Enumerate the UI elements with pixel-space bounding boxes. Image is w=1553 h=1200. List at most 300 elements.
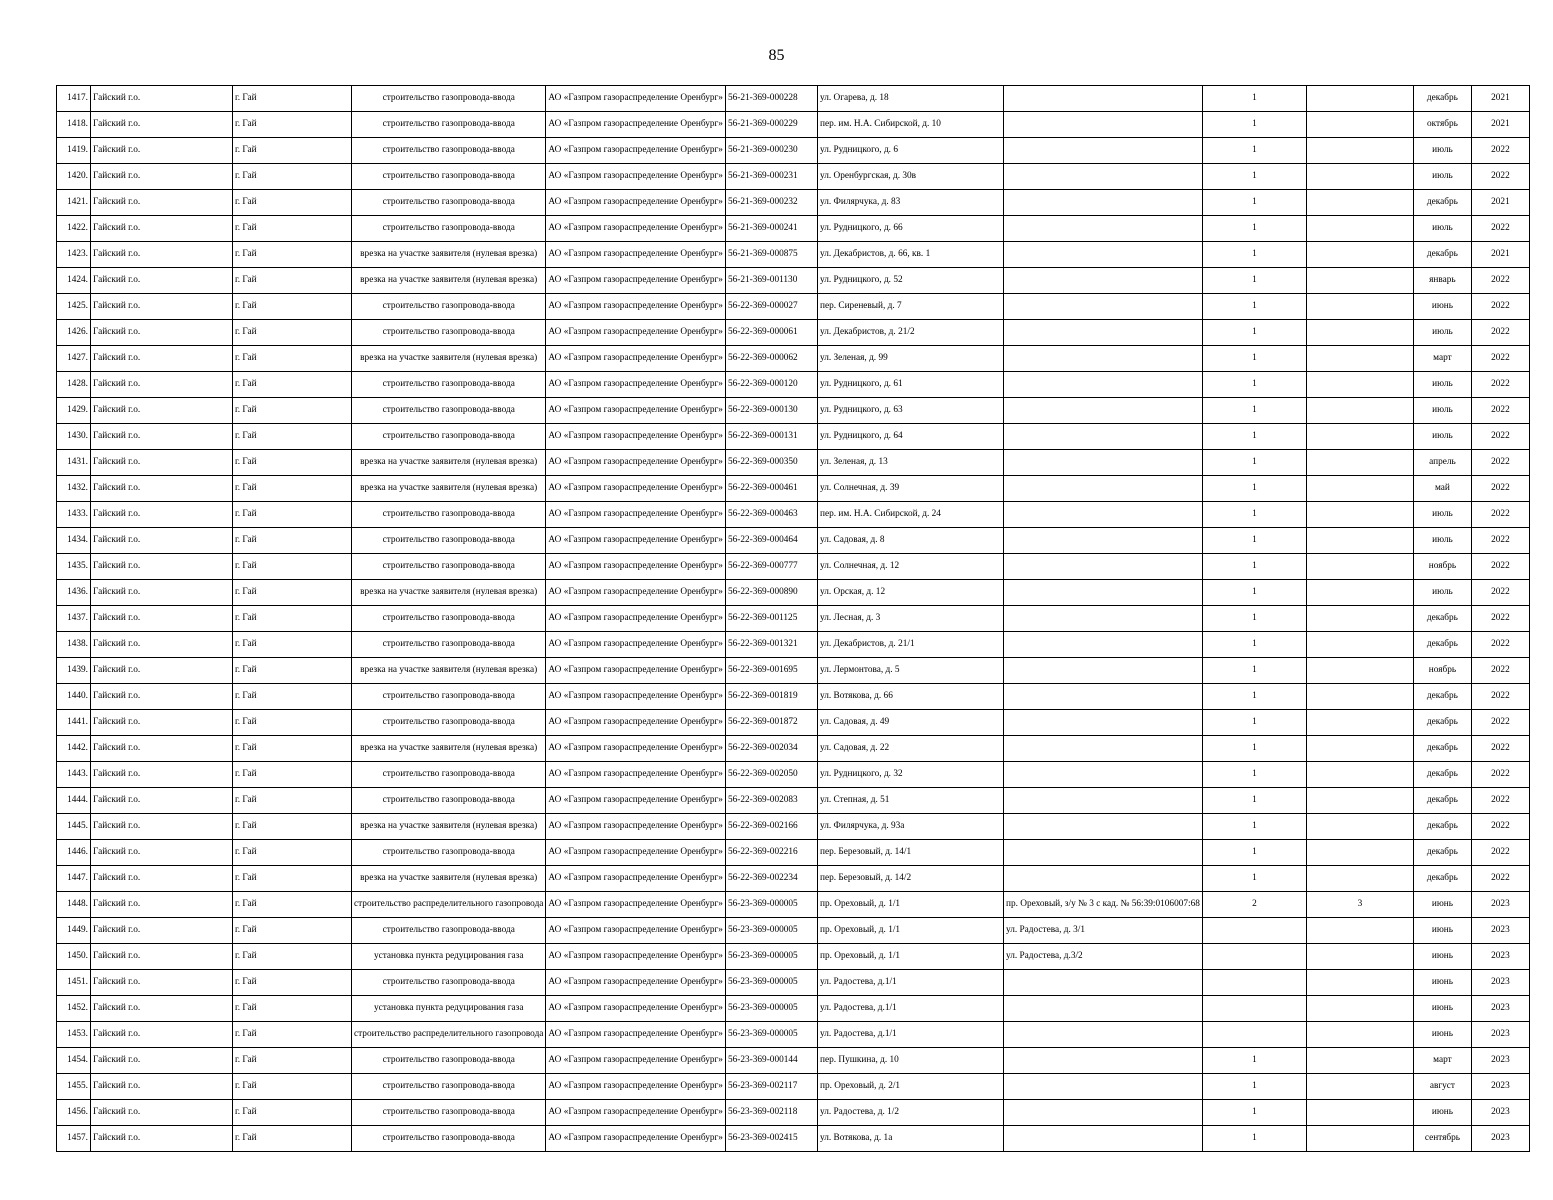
month-cell: ноябрь <box>1413 554 1471 580</box>
year-cell: 2023 <box>1471 970 1529 996</box>
work-type-cell: строительство газопровода-ввода <box>352 216 546 242</box>
table-row <box>57 320 1530 346</box>
address-cell: ул. Филярчука, д. 93а <box>817 814 1003 840</box>
table-row <box>57 1022 1530 1048</box>
year-cell: 2022 <box>1471 346 1529 372</box>
extra-count-cell <box>1306 138 1413 164</box>
month-cell: декабрь <box>1413 710 1471 736</box>
application-number-cell: 56-22-369-000461 <box>725 476 817 502</box>
application-number-cell: 56-23-369-000005 <box>725 944 817 970</box>
application-number-cell: 56-22-369-000464 <box>725 528 817 554</box>
city-cell: г. Гай <box>233 866 352 892</box>
month-cell: декабрь <box>1413 814 1471 840</box>
address-cell: ул. Лесная, д. 3 <box>817 606 1003 632</box>
year-cell: 2022 <box>1471 372 1529 398</box>
address-cell: ул. Орская, д. 12 <box>817 580 1003 606</box>
work-type-cell: строительство газопровода-ввода <box>352 320 546 346</box>
work-type-cell: строительство газопровода-ввода <box>352 554 546 580</box>
extra-count-cell <box>1306 840 1413 866</box>
month-cell: июнь <box>1413 918 1471 944</box>
work-type-cell: строительство газопровода-ввода <box>352 502 546 528</box>
month-cell: июль <box>1413 320 1471 346</box>
table-row <box>57 1074 1530 1100</box>
year-cell: 2023 <box>1471 944 1529 970</box>
extra-count-cell <box>1306 476 1413 502</box>
application-number-cell: 56-22-369-002050 <box>725 762 817 788</box>
count-cell: 1 <box>1202 424 1306 450</box>
address-cell: ул. Лермонтова, д. 5 <box>817 658 1003 684</box>
organization-cell: АО «Газпром газораспределение Оренбург» <box>546 242 726 268</box>
extra-count-cell <box>1306 294 1413 320</box>
address-cell: пер. им. Н.А. Сибирской, д. 24 <box>817 502 1003 528</box>
year-cell: 2022 <box>1471 398 1529 424</box>
row-number-cell: 1430. <box>57 424 91 450</box>
organization-cell: АО «Газпром газораспределение Оренбург» <box>546 294 726 320</box>
month-cell: март <box>1413 346 1471 372</box>
row-number-cell: 1449. <box>57 918 91 944</box>
count-cell: 1 <box>1202 606 1306 632</box>
district-cell: Гайский г.о. <box>91 970 233 996</box>
row-number-cell: 1436. <box>57 580 91 606</box>
additional-address-cell <box>1003 86 1202 112</box>
row-number-cell: 1452. <box>57 996 91 1022</box>
city-cell: г. Гай <box>233 320 352 346</box>
month-cell: ноябрь <box>1413 658 1471 684</box>
organization-cell: АО «Газпром газораспределение Оренбург» <box>546 476 726 502</box>
district-cell: Гайский г.о. <box>91 320 233 346</box>
table-row <box>57 866 1530 892</box>
city-cell: г. Гай <box>233 710 352 736</box>
month-cell: июль <box>1413 164 1471 190</box>
additional-address-cell <box>1003 216 1202 242</box>
address-cell: ул. Радостева, д.1/1 <box>817 970 1003 996</box>
address-cell: ул. Зеленая, д. 99 <box>817 346 1003 372</box>
extra-count-cell <box>1306 814 1413 840</box>
district-cell: Гайский г.о. <box>91 398 233 424</box>
table-row <box>57 502 1530 528</box>
year-cell: 2022 <box>1471 866 1529 892</box>
year-cell: 2023 <box>1471 1048 1529 1074</box>
district-cell: Гайский г.о. <box>91 606 233 632</box>
additional-address-cell <box>1003 840 1202 866</box>
extra-count-cell <box>1306 1126 1413 1152</box>
count-cell: 1 <box>1202 502 1306 528</box>
district-cell: Гайский г.о. <box>91 164 233 190</box>
organization-cell: АО «Газпром газораспределение Оренбург» <box>546 398 726 424</box>
table-row <box>57 710 1530 736</box>
organization-cell: АО «Газпром газораспределение Оренбург» <box>546 1074 726 1100</box>
year-cell: 2022 <box>1471 502 1529 528</box>
organization-cell: АО «Газпром газораспределение Оренбург» <box>546 736 726 762</box>
address-cell: ул. Филярчука, д. 83 <box>817 190 1003 216</box>
extra-count-cell <box>1306 918 1413 944</box>
work-type-cell: врезка на участке заявителя (нулевая врезка) <box>352 580 546 606</box>
district-cell: Гайский г.о. <box>91 788 233 814</box>
address-cell: ул. Зеленая, д. 13 <box>817 450 1003 476</box>
month-cell: июнь <box>1413 996 1471 1022</box>
count-cell: 1 <box>1202 112 1306 138</box>
additional-address-cell <box>1003 1048 1202 1074</box>
organization-cell: АО «Газпром газораспределение Оренбург» <box>546 450 726 476</box>
count-cell <box>1202 1022 1306 1048</box>
address-cell: ул. Солнечная, д. 39 <box>817 476 1003 502</box>
work-type-cell: установка пункта редуцирования газа <box>352 996 546 1022</box>
table-row <box>57 840 1530 866</box>
additional-address-cell <box>1003 554 1202 580</box>
address-cell: ул. Рудницкого, д. 6 <box>817 138 1003 164</box>
count-cell: 1 <box>1202 684 1306 710</box>
row-number-cell: 1435. <box>57 554 91 580</box>
extra-count-cell <box>1306 450 1413 476</box>
organization-cell: АО «Газпром газораспределение Оренбург» <box>546 190 726 216</box>
work-type-cell: врезка на участке заявителя (нулевая врезка) <box>352 866 546 892</box>
work-type-cell: врезка на участке заявителя (нулевая врезка) <box>352 658 546 684</box>
count-cell: 1 <box>1202 450 1306 476</box>
additional-address-cell <box>1003 606 1202 632</box>
table-row <box>57 814 1530 840</box>
organization-cell: АО «Газпром газораспределение Оренбург» <box>546 164 726 190</box>
count-cell: 1 <box>1202 1048 1306 1074</box>
city-cell: г. Гай <box>233 1100 352 1126</box>
row-number-cell: 1434. <box>57 528 91 554</box>
organization-cell: АО «Газпром газораспределение Оренбург» <box>546 424 726 450</box>
count-cell: 1 <box>1202 658 1306 684</box>
organization-cell: АО «Газпром газораспределение Оренбург» <box>546 216 726 242</box>
work-type-cell: строительство газопровода-ввода <box>352 1100 546 1126</box>
additional-address-cell <box>1003 164 1202 190</box>
row-number-cell: 1440. <box>57 684 91 710</box>
month-cell: октябрь <box>1413 112 1471 138</box>
extra-count-cell <box>1306 632 1413 658</box>
work-type-cell: строительство газопровода-ввода <box>352 1074 546 1100</box>
organization-cell: АО «Газпром газораспределение Оренбург» <box>546 528 726 554</box>
count-cell: 1 <box>1202 268 1306 294</box>
additional-address-cell <box>1003 658 1202 684</box>
work-type-cell: строительство газопровода-ввода <box>352 1048 546 1074</box>
row-number-cell: 1439. <box>57 658 91 684</box>
work-type-cell: строительство газопровода-ввода <box>352 970 546 996</box>
month-cell: июль <box>1413 502 1471 528</box>
count-cell: 1 <box>1202 86 1306 112</box>
additional-address-cell <box>1003 814 1202 840</box>
application-number-cell: 56-22-369-001872 <box>725 710 817 736</box>
address-cell: ул. Оренбургская, д. 30в <box>817 164 1003 190</box>
table-row <box>57 1048 1530 1074</box>
work-type-cell: врезка на участке заявителя (нулевая врезка) <box>352 268 546 294</box>
application-number-cell: 56-22-369-000777 <box>725 554 817 580</box>
year-cell: 2022 <box>1471 788 1529 814</box>
city-cell: г. Гай <box>233 684 352 710</box>
count-cell: 1 <box>1202 372 1306 398</box>
month-cell: сентябрь <box>1413 1126 1471 1152</box>
count-cell: 1 <box>1202 580 1306 606</box>
address-cell: пер. им. Н.А. Сибирской, д. 10 <box>817 112 1003 138</box>
city-cell: г. Гай <box>233 528 352 554</box>
city-cell: г. Гай <box>233 424 352 450</box>
row-number-cell: 1422. <box>57 216 91 242</box>
table-row <box>57 398 1530 424</box>
count-cell: 1 <box>1202 1100 1306 1126</box>
extra-count-cell <box>1306 424 1413 450</box>
extra-count-cell <box>1306 320 1413 346</box>
additional-address-cell: ул. Радостева, д.3/2 <box>1003 944 1202 970</box>
year-cell: 2023 <box>1471 1126 1529 1152</box>
work-type-cell: строительство газопровода-ввода <box>352 918 546 944</box>
additional-address-cell <box>1003 580 1202 606</box>
month-cell: декабрь <box>1413 866 1471 892</box>
city-cell: г. Гай <box>233 164 352 190</box>
count-cell: 1 <box>1202 216 1306 242</box>
extra-count-cell <box>1306 1100 1413 1126</box>
district-cell: Гайский г.о. <box>91 112 233 138</box>
district-cell: Гайский г.о. <box>91 814 233 840</box>
year-cell: 2022 <box>1471 320 1529 346</box>
month-cell: январь <box>1413 268 1471 294</box>
work-type-cell: строительство газопровода-ввода <box>352 684 546 710</box>
work-type-cell: строительство газопровода-ввода <box>352 164 546 190</box>
extra-count-cell <box>1306 216 1413 242</box>
work-type-cell: врезка на участке заявителя (нулевая врезка) <box>352 476 546 502</box>
district-cell: Гайский г.о. <box>91 840 233 866</box>
city-cell: г. Гай <box>233 736 352 762</box>
additional-address-cell <box>1003 528 1202 554</box>
extra-count-cell <box>1306 1074 1413 1100</box>
address-cell: ул. Радостева, д.1/1 <box>817 996 1003 1022</box>
table-row <box>57 112 1530 138</box>
address-cell: ул. Радостева, д.1/1 <box>817 1022 1003 1048</box>
row-number-cell: 1444. <box>57 788 91 814</box>
table-row <box>57 788 1530 814</box>
extra-count-cell <box>1306 996 1413 1022</box>
city-cell: г. Гай <box>233 970 352 996</box>
work-type-cell: строительство газопровода-ввода <box>352 528 546 554</box>
district-cell: Гайский г.о. <box>91 502 233 528</box>
extra-count-cell <box>1306 1022 1413 1048</box>
additional-address-cell <box>1003 788 1202 814</box>
year-cell: 2022 <box>1471 684 1529 710</box>
organization-cell: АО «Газпром газораспределение Оренбург» <box>546 1048 726 1074</box>
extra-count-cell <box>1306 528 1413 554</box>
city-cell: г. Гай <box>233 606 352 632</box>
city-cell: г. Гай <box>233 1048 352 1074</box>
city-cell: г. Гай <box>233 840 352 866</box>
work-type-cell: строительство газопровода-ввода <box>352 190 546 216</box>
table-row <box>57 294 1530 320</box>
organization-cell: АО «Газпром газораспределение Оренбург» <box>546 632 726 658</box>
district-cell: Гайский г.о. <box>91 762 233 788</box>
additional-address-cell <box>1003 424 1202 450</box>
district-cell: Гайский г.о. <box>91 86 233 112</box>
count-cell: 1 <box>1202 840 1306 866</box>
address-cell: пр. Ореховый, д. 1/1 <box>817 918 1003 944</box>
month-cell: декабрь <box>1413 684 1471 710</box>
table-row <box>57 216 1530 242</box>
organization-cell: АО «Газпром газораспределение Оренбург» <box>546 918 726 944</box>
extra-count-cell <box>1306 736 1413 762</box>
work-type-cell: строительство газопровода-ввода <box>352 1126 546 1152</box>
organization-cell: АО «Газпром газораспределение Оренбург» <box>546 710 726 736</box>
city-cell: г. Гай <box>233 1022 352 1048</box>
extra-count-cell <box>1306 866 1413 892</box>
work-type-cell: строительство газопровода-ввода <box>352 788 546 814</box>
application-number-cell: 56-21-369-000229 <box>725 112 817 138</box>
year-cell: 2022 <box>1471 658 1529 684</box>
table-row <box>57 762 1530 788</box>
application-number-cell: 56-23-369-002117 <box>725 1074 817 1100</box>
organization-cell: АО «Газпром газораспределение Оренбург» <box>546 320 726 346</box>
work-type-cell: строительство газопровода-ввода <box>352 632 546 658</box>
table-row <box>57 476 1530 502</box>
year-cell: 2021 <box>1471 190 1529 216</box>
month-cell: декабрь <box>1413 840 1471 866</box>
row-number-cell: 1457. <box>57 1126 91 1152</box>
table-row <box>57 268 1530 294</box>
application-number-cell: 56-22-369-002166 <box>725 814 817 840</box>
organization-cell: АО «Газпром газораспределение Оренбург» <box>546 866 726 892</box>
table-row <box>57 918 1530 944</box>
additional-address-cell <box>1003 450 1202 476</box>
month-cell: июль <box>1413 372 1471 398</box>
application-number-cell: 56-22-369-000890 <box>725 580 817 606</box>
application-number-cell: 56-22-369-002083 <box>725 788 817 814</box>
additional-address-cell <box>1003 190 1202 216</box>
extra-count-cell <box>1306 112 1413 138</box>
table-row <box>57 450 1530 476</box>
table-row <box>57 736 1530 762</box>
application-number-cell: 56-23-369-000005 <box>725 970 817 996</box>
row-number-cell: 1423. <box>57 242 91 268</box>
row-number-cell: 1428. <box>57 372 91 398</box>
application-number-cell: 56-23-369-000144 <box>725 1048 817 1074</box>
count-cell: 1 <box>1202 242 1306 268</box>
row-number-cell: 1437. <box>57 606 91 632</box>
count-cell <box>1202 970 1306 996</box>
additional-address-cell <box>1003 970 1202 996</box>
district-cell: Гайский г.о. <box>91 268 233 294</box>
address-cell: ул. Рудницкого, д. 66 <box>817 216 1003 242</box>
district-cell: Гайский г.о. <box>91 1074 233 1100</box>
organization-cell: АО «Газпром газораспределение Оренбург» <box>546 346 726 372</box>
year-cell: 2023 <box>1471 1074 1529 1100</box>
district-cell: Гайский г.о. <box>91 450 233 476</box>
count-cell: 1 <box>1202 398 1306 424</box>
month-cell: июль <box>1413 216 1471 242</box>
application-number-cell: 56-22-369-000061 <box>725 320 817 346</box>
month-cell: апрель <box>1413 450 1471 476</box>
year-cell: 2022 <box>1471 476 1529 502</box>
address-cell: ул. Солнечная, д. 12 <box>817 554 1003 580</box>
extra-count-cell <box>1306 684 1413 710</box>
address-cell: пер. Сиреневый, д. 7 <box>817 294 1003 320</box>
month-cell: август <box>1413 1074 1471 1100</box>
district-cell: Гайский г.о. <box>91 242 233 268</box>
month-cell: июль <box>1413 580 1471 606</box>
additional-address-cell <box>1003 112 1202 138</box>
extra-count-cell <box>1306 762 1413 788</box>
table-row <box>57 164 1530 190</box>
city-cell: г. Гай <box>233 242 352 268</box>
year-cell: 2023 <box>1471 1100 1529 1126</box>
month-cell: декабрь <box>1413 788 1471 814</box>
application-number-cell: 56-22-369-002034 <box>725 736 817 762</box>
application-number-cell: 56-21-369-000228 <box>725 86 817 112</box>
work-type-cell: врезка на участке заявителя (нулевая врезка) <box>352 346 546 372</box>
row-number-cell: 1456. <box>57 1100 91 1126</box>
application-number-cell: 56-22-369-000027 <box>725 294 817 320</box>
count-cell: 1 <box>1202 138 1306 164</box>
city-cell: г. Гай <box>233 86 352 112</box>
organization-cell: АО «Газпром газораспределение Оренбург» <box>546 996 726 1022</box>
work-type-cell: строительство газопровода-ввода <box>352 138 546 164</box>
count-cell: 1 <box>1202 814 1306 840</box>
application-number-cell: 56-22-369-001125 <box>725 606 817 632</box>
row-number-cell: 1432. <box>57 476 91 502</box>
table-row <box>57 1100 1530 1126</box>
work-type-cell: врезка на участке заявителя (нулевая врезка) <box>352 450 546 476</box>
city-cell: г. Гай <box>233 918 352 944</box>
additional-address-cell <box>1003 346 1202 372</box>
month-cell: декабрь <box>1413 762 1471 788</box>
city-cell: г. Гай <box>233 476 352 502</box>
extra-count-cell <box>1306 1048 1413 1074</box>
row-number-cell: 1450. <box>57 944 91 970</box>
address-cell: пер. Березовый, д. 14/1 <box>817 840 1003 866</box>
address-cell: ул. Садовая, д. 22 <box>817 736 1003 762</box>
district-cell: Гайский г.о. <box>91 710 233 736</box>
district-cell: Гайский г.о. <box>91 996 233 1022</box>
district-cell: Гайский г.о. <box>91 918 233 944</box>
count-cell: 1 <box>1202 554 1306 580</box>
application-number-cell: 56-21-369-000232 <box>725 190 817 216</box>
work-type-cell: строительство газопровода-ввода <box>352 762 546 788</box>
organization-cell: АО «Газпром газораспределение Оренбург» <box>546 1126 726 1152</box>
district-cell: Гайский г.о. <box>91 1100 233 1126</box>
district-cell: Гайский г.о. <box>91 346 233 372</box>
application-number-cell: 56-23-369-000005 <box>725 892 817 918</box>
city-cell: г. Гай <box>233 450 352 476</box>
row-number-cell: 1420. <box>57 164 91 190</box>
application-number-cell: 56-23-369-002118 <box>725 1100 817 1126</box>
table-row <box>57 892 1530 918</box>
application-number-cell: 56-22-369-000062 <box>725 346 817 372</box>
organization-cell: АО «Газпром газораспределение Оренбург» <box>546 1022 726 1048</box>
district-cell: Гайский г.о. <box>91 294 233 320</box>
application-number-cell: 56-22-369-001695 <box>725 658 817 684</box>
year-cell: 2022 <box>1471 528 1529 554</box>
table-row <box>57 606 1530 632</box>
additional-address-cell <box>1003 1126 1202 1152</box>
month-cell: декабрь <box>1413 606 1471 632</box>
month-cell: июнь <box>1413 970 1471 996</box>
address-cell: ул. Степная, д. 51 <box>817 788 1003 814</box>
address-cell: ул. Декабристов, д. 66, кв. 1 <box>817 242 1003 268</box>
city-cell: г. Гай <box>233 138 352 164</box>
table-row <box>57 138 1530 164</box>
city-cell: г. Гай <box>233 502 352 528</box>
extra-count-cell <box>1306 398 1413 424</box>
district-cell: Гайский г.о. <box>91 658 233 684</box>
city-cell: г. Гай <box>233 190 352 216</box>
district-cell: Гайский г.о. <box>91 554 233 580</box>
additional-address-cell <box>1003 762 1202 788</box>
count-cell: 1 <box>1202 866 1306 892</box>
month-cell: март <box>1413 1048 1471 1074</box>
year-cell: 2022 <box>1471 424 1529 450</box>
city-cell: г. Гай <box>233 762 352 788</box>
row-number-cell: 1429. <box>57 398 91 424</box>
application-number-cell: 56-22-369-002234 <box>725 866 817 892</box>
table-row <box>57 346 1530 372</box>
